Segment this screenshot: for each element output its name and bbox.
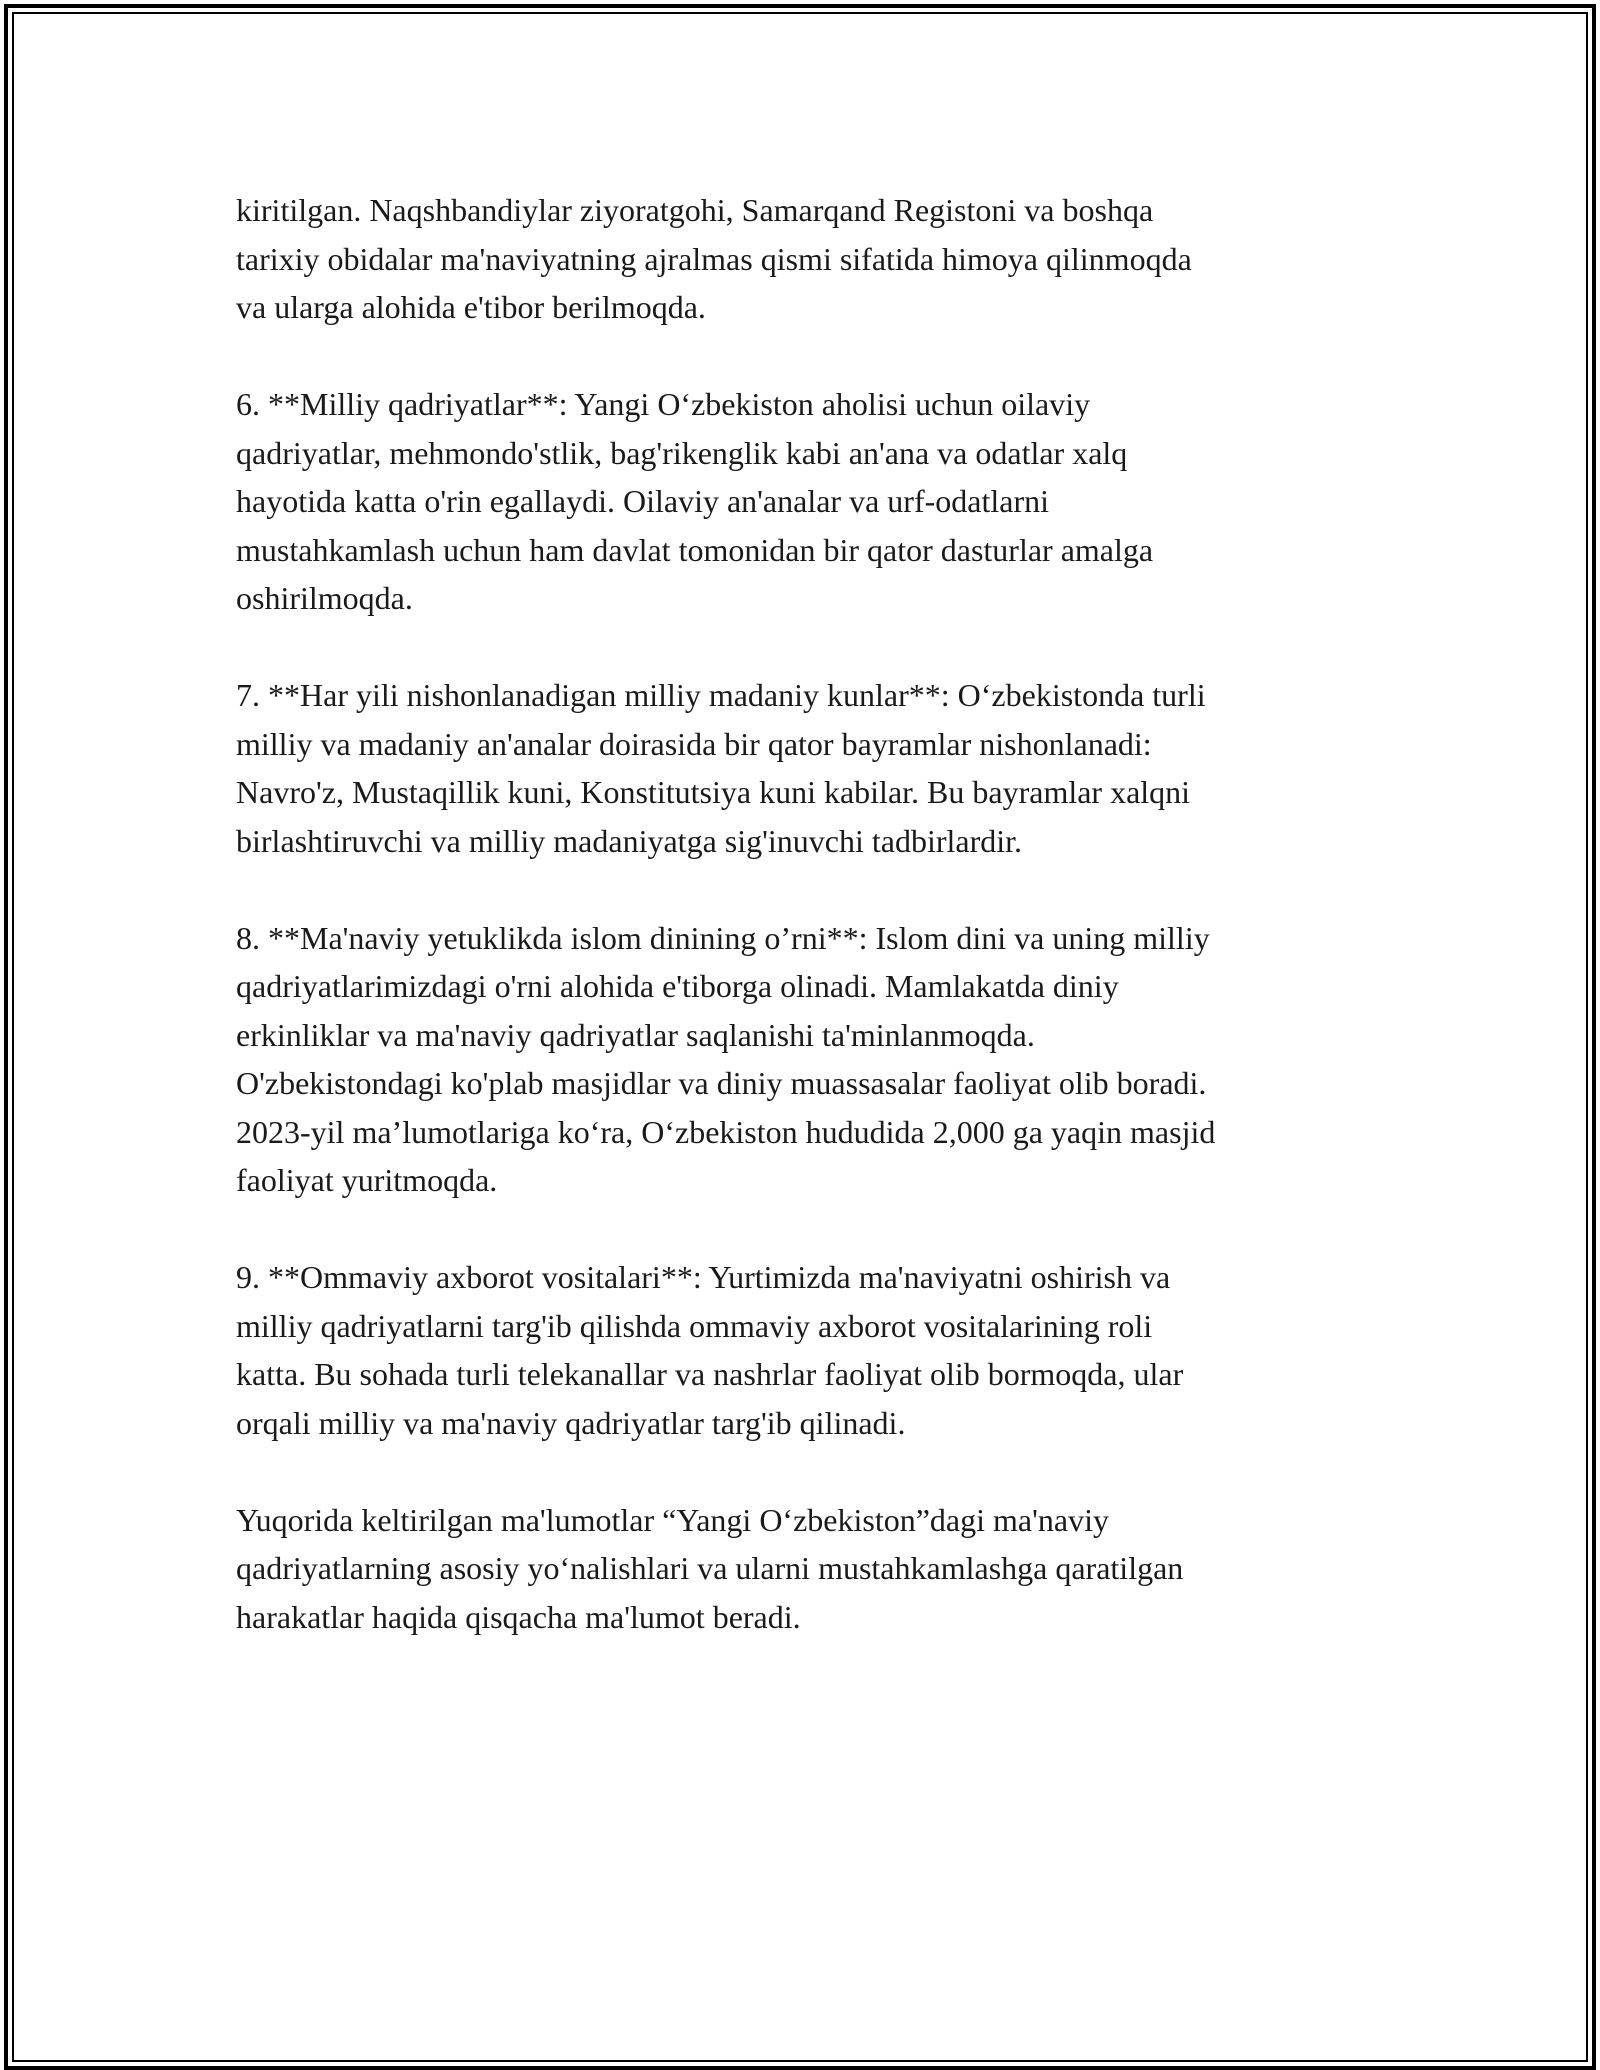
text-line: orqali milliy va ma'naviy qadriyatlar targ'ib qilinadi. (236, 1404, 906, 1441)
text-line: 8. **Ma'naviy yetuklikda islom dinining o’rni**: Islom dini va uning milliy (236, 919, 1210, 956)
document-body (236, 186, 1366, 1690)
text-line: oshirilmoqda. (236, 580, 413, 616)
text-line: mustahkamlash uchun ham davlat tomonidan bir qator dasturlar amalga (236, 531, 1154, 568)
paragraph-conclusion (236, 1496, 1366, 1642)
text-line: qadriyatlarimizdagi o'rni alohida e'tiborga olinadi. Mamlakatda diniy (236, 968, 1119, 1004)
text-line: milliy qadriyatlarni targ'ib qilishda ommaviy axborot vositalarining roli (236, 1307, 1153, 1344)
text-line: 7. **Har yili nishonlanadigan milliy madaniy kunlar**: O‘zbekistonda turli (236, 677, 1206, 713)
paragraph-item-7 (236, 671, 1366, 865)
text-line: tarixiy obidalar ma'naviyatning ajralmas qismi sifatida himoya qilinmoqda (236, 240, 1192, 277)
text-line: 9. **Ommaviy axborot vositalari**: Yurtimizda ma'naviyatni oshirish va (236, 1259, 1171, 1295)
text-line: kiritilgan. Naqshbandiylar ziyoratgohi, Samarqand Registoni va boshqa (236, 192, 1154, 228)
text-line: milliy va madaniy an'analar doirasida bir qator bayramlar nishonlanadi: (236, 725, 1152, 762)
text-line: Yuqorida keltirilgan ma'lumotlar “Yangi O‘zbekiston”dagi ma'naviy (236, 1501, 1109, 1538)
text-line: faoliyat yuritmoqda. (236, 1162, 498, 1198)
text-line: hayotida katta o'rin egallaydi. Oilaviy an'analar va urf-odatlarni (236, 483, 1049, 519)
text-line: O'zbekistondagi ko'plab masjidlar va diniy muassasalar faoliyat olib boradi. (236, 1065, 1207, 1101)
paragraph-item-9 (236, 1253, 1366, 1447)
text-line: va ularga alohida e'tibor berilmoqda. (236, 289, 706, 325)
paragraph-item-6 (236, 380, 1366, 623)
paragraph-continuation (236, 186, 1366, 332)
text-line: 2023-yil ma’lumotlariga ko‘ra, O‘zbekiston hududida 2,000 ga yaqin masjid (236, 1113, 1216, 1150)
text-line: qadriyatlarning asosiy yo‘nalishlari va ularni mustahkamlashga qaratilgan (236, 1550, 1184, 1586)
text-line: 6. **Milliy qadriyatlar**: Yangi O‘zbekiston aholisi uchun oilaviy (236, 386, 1091, 422)
text-line: qadriyatlar, mehmondo'stlik, bag'rikenglik kabi an'ana va odatlar xalq (236, 434, 1128, 471)
text-line: katta. Bu sohada turli telekanallar va nashrlar faoliyat olib bormoqda, ular (236, 1356, 1184, 1392)
text-line: erkinliklar va ma'naviy qadriyatlar saqlanishi ta'minlanmoqda. (236, 1016, 1035, 1053)
text-line: Navro'z, Mustaqillik kuni, Konstitutsiya kuni kabilar. Bu bayramlar xalqni (236, 774, 1191, 810)
text-line: birlashtiruvchi va milliy madaniyatga sig'inuvchi tadbirlardir. (236, 822, 1023, 859)
paragraph-item-8 (236, 914, 1366, 1205)
text-line: harakatlar haqida qisqacha ma'lumot beradi. (236, 1598, 801, 1635)
